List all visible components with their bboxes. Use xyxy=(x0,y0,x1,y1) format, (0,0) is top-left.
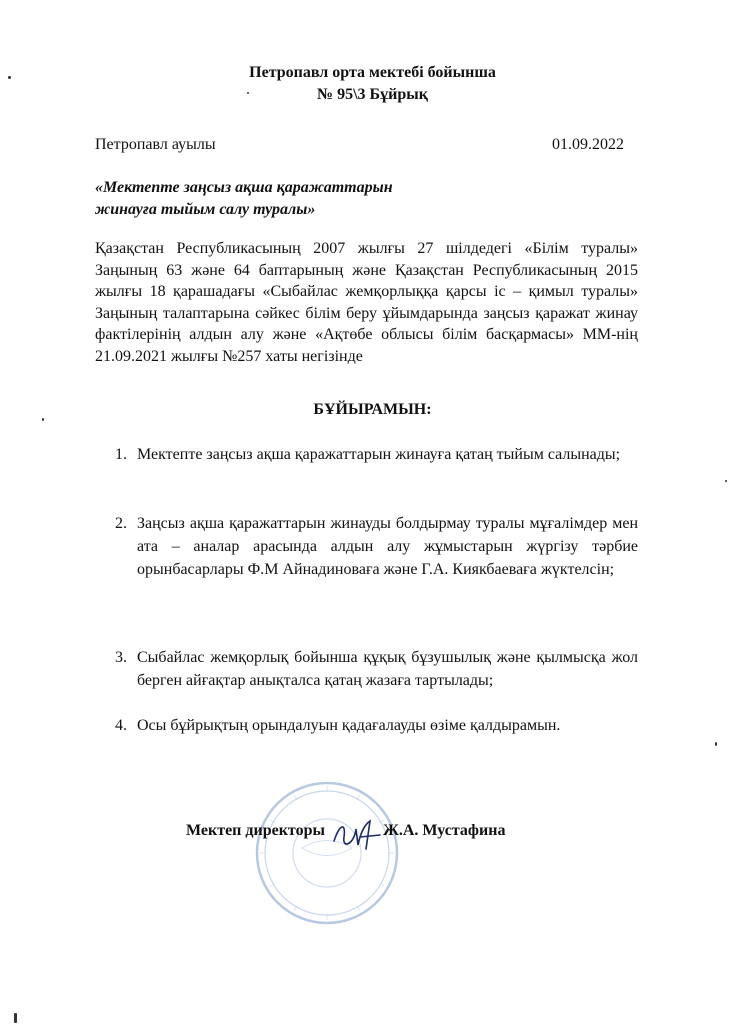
order-item-text: Мектепте заңсыз ақша қаражаттарын жинауға қатаң тыйым салынады; xyxy=(137,446,621,463)
order-item-number: 1. xyxy=(115,446,127,463)
order-item-number: 3. xyxy=(115,649,127,666)
document-subject xyxy=(95,177,393,221)
scan-speck xyxy=(715,742,717,746)
order-heading: БҰЙЫРАМЫН: xyxy=(313,401,432,418)
document-header-line2: № 95\3 Бұйрық xyxy=(317,86,428,103)
order-item-number: 4. xyxy=(115,717,127,734)
order-item-text: Сыбайлас жемқорлық бойынша құқық бұзушылық және қылмысқа жол берген айғақтар анықталса қатаң жазаға тартылады; xyxy=(137,649,638,689)
order-item-text: Заңсыз ақша қаражаттарын жинауды болдырмау туралы мұғалімдер мен ата – аналар арасында алдын алу жұмыстарын жүргізу тәрбие орынбасарлары Ф.М Айнадиноваға және Г.А. Киякбаеваға жүктелсін; xyxy=(137,515,638,578)
handwritten-signature xyxy=(330,815,390,855)
scan-speck xyxy=(725,480,727,482)
document-header-line1: Петропавл орта мектебі бойынша xyxy=(249,64,496,81)
place-name: Петропавл ауылы xyxy=(95,136,216,153)
order-item-text: Осы бұйрықтың орындалуын қадағалауды өзіме қалдырамын. xyxy=(137,717,561,734)
order-item-number: 2. xyxy=(115,515,127,532)
scan-speck xyxy=(42,418,44,421)
preamble-paragraph: Қазақстан Республикасының 2007 жылғы 27 шілдедегі «Білім туралы» Заңының 63 және 64 баптарының және Қазақстан Республикасының 2015 жылғы 18 қарашадағы «Сыбайлас жемқорлыққа қарсы іс – қимыл туралы» Заңының талаптарына сәйкес білім беру ұйымдарында заңсыз қаражат жинау фактілерінің алдын алу және «Ақтөбе облысы білім басқармасы» ММ-нің 21.09.2021 жылғы №257 хаты негізінде xyxy=(95,240,638,365)
signature-name: Ж.А. Мустафина xyxy=(383,822,506,839)
signature-title: Мектеп директоры xyxy=(186,822,325,839)
scan-speck xyxy=(8,76,11,79)
scan-speck xyxy=(247,92,249,94)
document-date: 01.09.2022 xyxy=(552,136,624,153)
subject-line1: «Мектепте заңсыз ақша қаражаттарын xyxy=(95,179,393,196)
subject-line2: жинауға тыйым салу туралы» xyxy=(95,201,316,218)
scan-speck xyxy=(14,1013,17,1023)
